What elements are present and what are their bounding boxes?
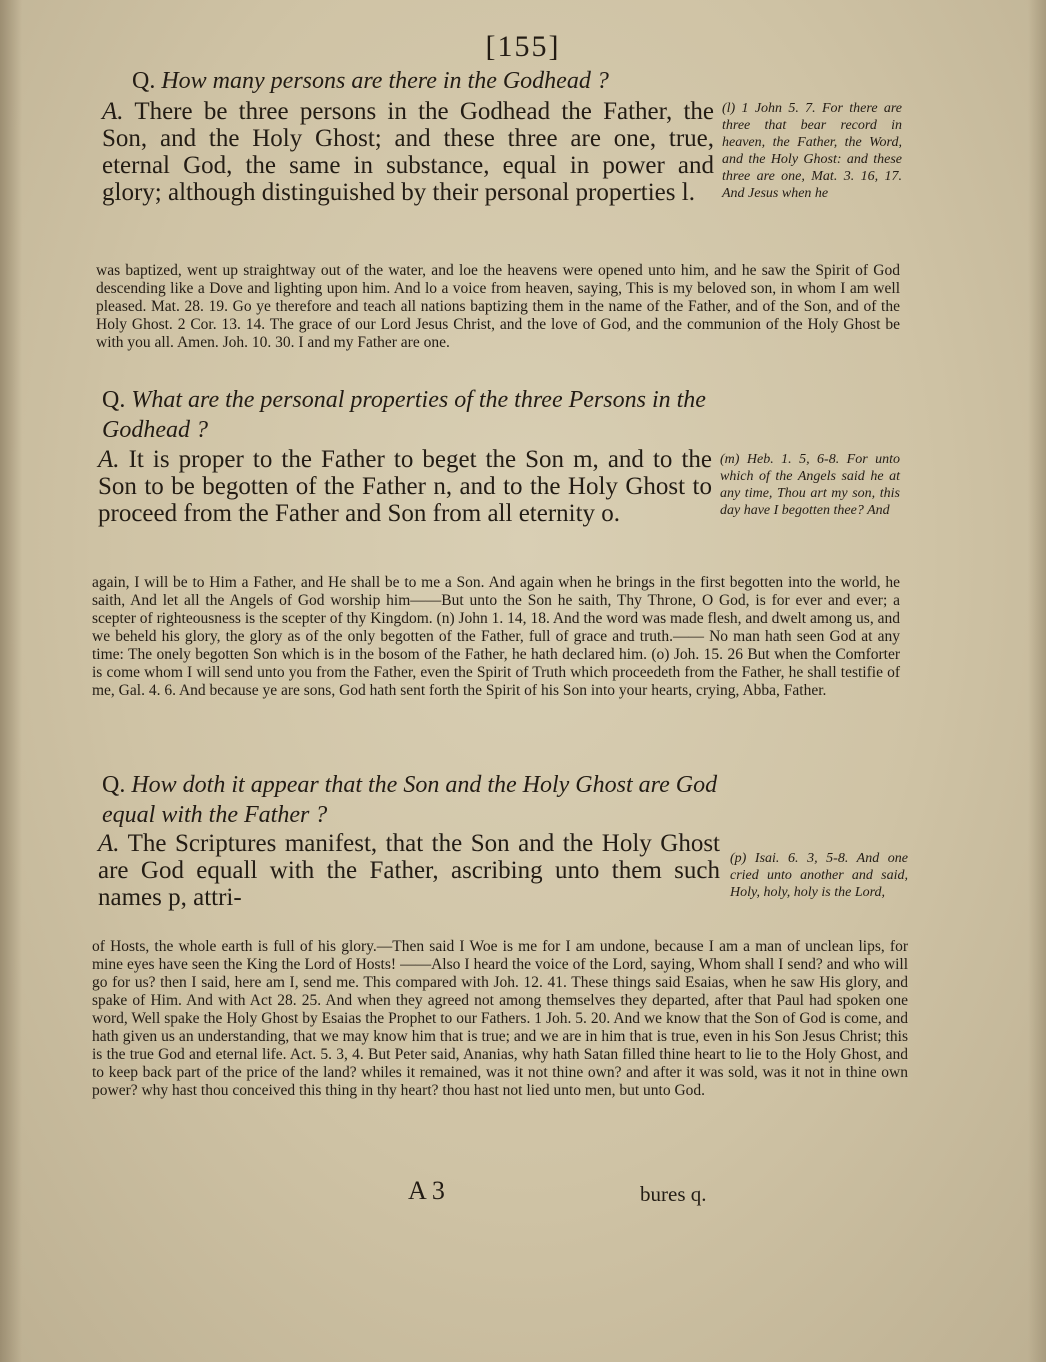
catchword: bures q. — [640, 1182, 707, 1206]
answer-1-text: There be three persons in the Godhead the Father, the Son, and the Holy Ghost; and these three are one, true, eternal God, the same in substance, equal in power and glory; although distinguished by their personal properties l. — [102, 98, 714, 206]
page-edge-left — [0, 0, 22, 1362]
a-label: A. — [102, 98, 124, 125]
note-m: (m) Heb. 1. 5, 6-8. For unto which of the Angels said he at any time, Thou art my son, this day have I begotten thee? And — [720, 452, 900, 518]
note-p-continued: of Hosts, the whole earth is full of his glory.—Then said I Woe is me for I am undone, because I am a man of unclean lips, for mine eyes have seen the King the Lord of Hosts! ——Also I heard the voice of the Lord, saying, Whom shall I send? and who will go for us? then I said, here am I, send me. This compared with Joh. 12. 41. These things said Esaias, when he saw His glory, and spake of Him. And with Act 28. 25. And when they agreed not among themselves they departed, after that Paul had spoken one word, Well spake the Holy Ghost by Esaias the Prophet to our Fathers. 1 Joh. 5. 20. And we know that the Son of God is come, and hath given us an understanding, that we may know him that is true; and we are in him that is true, even in his Son Jesus Christ; this is the true God and eternal life. Act. 5. 3, 4. But Peter said, Ananias, why hath Satan filled thine heart to lie to the Holy Ghost, and to keep back part of the price of the land? whiles it remained, was it not thine own? and after it was sold, was it not in thine own power? why hast thou conceived this thing in thy heart? thou hast not lied unto men, but unto God. — [92, 938, 908, 1099]
answer-3-text: The Scriptures manifest, that the Son and the Holy Ghost are God equall with the Father, ascribing unto them such names p, attri- — [98, 830, 720, 911]
question-2 — [102, 385, 722, 445]
answer-1 — [102, 98, 714, 206]
page-number: [155] — [485, 30, 561, 63]
q-label: Q. — [102, 387, 126, 413]
answer-3 — [98, 830, 720, 911]
page-edge-right — [1028, 0, 1046, 1362]
question-3 — [102, 770, 722, 830]
a-label: A. — [98, 830, 120, 857]
answer-2-text: It is proper to the Father to beget the Son m, and to the Son to be begotten of the Father n, and to the Holy Ghost to proceed from the Father and Son from all eternity o. — [98, 446, 713, 527]
note-p: (p) Isai. 6. 3, 5-8. And one cried unto another and said, Holy, holy, holy is the Lord, — [730, 851, 908, 900]
question-2-text: What are the personal properties of the three Persons in the Godhead ? — [102, 387, 706, 443]
note-m-continued: again, I will be to Him a Father, and He shall be to me a Son. And again when he brings in the first begotten into the world, he saith, And let all the Angels of God worship him——But unto the Son he saith, Thy Throne, O God, is for ever and ever; a scepter of righteousness is the scepter of thy Kingdom. (n) John 1. 14, 18. And the word was made flesh, and dwelt among us, and we beheld his glory, the glory as of the only begotten of the Father, full of grace and truth.—— No man hath seen God at any time: The onely begotten Son which is in the bosom of the Father, he hath declared him. (o) Joh. 15. 26 But when the Comforter is come whom I will send unto you from the Father, even the Spirit of Truth which proceedeth from the Father, he shall testifie of me, Gal. 4. 6. And because ye are sons, God hath sent forth the Spirit of his Son into your hearts, crying, Abba, Father. — [92, 574, 900, 699]
note-l: (l) 1 John 5. 7. For there are three that bear record in heaven, the Father, the Word, and the Holy Ghost: and these three are one, Mat. 3. 16, 17. And Jesus when he — [722, 101, 902, 201]
signature-mark: A 3 — [408, 1176, 445, 1205]
question-1-text: How many persons are there in the Godhead ? — [161, 68, 609, 94]
question-1 — [132, 66, 732, 96]
answer-2 — [98, 446, 712, 527]
note-l-continued: was baptized, went up straightway out of the water, and loe the heavens were opened unto him, and he saw the Spirit of God descending like a Dove and lighting upon him. And lo a voice from heaven, saying, This is my beloved son, in whom I am well pleased. Mat. 28. 19. Go ye therefore and teach all nations baptizing them in the name of the Father, and of the Son, and of the Holy Ghost. 2 Cor. 13. 14. The grace of our Lord Jesus Christ, and the love of God, and the communion of the Holy Ghost be with you all. Amen. Joh. 10. 30. I and my Father are one. — [96, 262, 900, 351]
question-3-text: How doth it appear that the Son and the Holy Ghost are God equal with the Father ? — [102, 772, 718, 828]
q-label: Q. — [102, 772, 126, 798]
a-label: A. — [98, 446, 120, 473]
q-label: Q. — [132, 68, 156, 94]
